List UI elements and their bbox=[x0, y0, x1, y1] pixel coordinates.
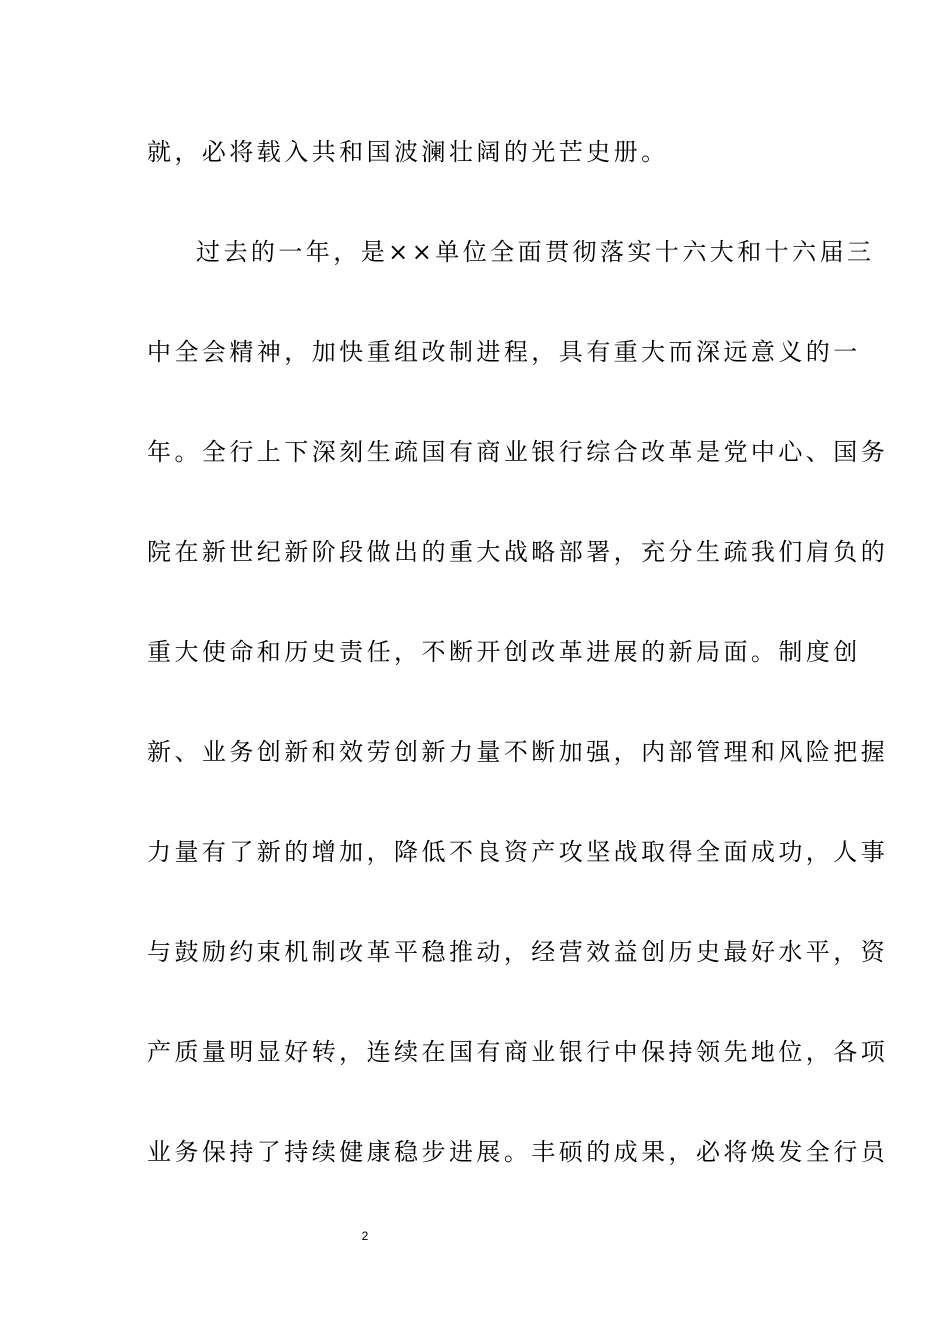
paragraph-line: 业务保持了持续健康稳步进展。丰硕的成果，必将焕发全行员 bbox=[147, 1138, 889, 1166]
continuation-line: 就，必将载入共和国波澜壮阔的光芒史册。 bbox=[147, 138, 669, 166]
paragraph-line: 院在新世纪新阶段做出的重大战略部署，充分生疏我们肩负的 bbox=[147, 538, 889, 566]
paragraph-line: 产质量明显好转，连续在国有商业银行中保持领先地位，各项 bbox=[147, 1038, 889, 1066]
paragraph-line: 重大使命和历史责任，不断开创改革进展的新局面。制度创 bbox=[147, 638, 861, 666]
paragraph-line: 年。全行上下深刻生疏国有商业银行综合改革是党中心、国务 bbox=[147, 438, 889, 466]
paragraph-line: 中全会精神，加快重组改制进程，具有重大而深远意义的一 bbox=[147, 338, 861, 366]
page-number: 2 bbox=[361, 1229, 369, 1243]
paragraph-line: 新、业务创新和效劳创新力量不断加强，内部管理和风险把握 bbox=[147, 738, 889, 766]
paragraph-line: 过去的一年，是××单位全面贯彻落实十六大和十六届三 bbox=[196, 238, 875, 266]
paragraph-line: 力量有了新的增加，降低不良资产攻坚战取得全面成功，人事 bbox=[147, 838, 889, 866]
paragraph-line: 与鼓励约束机制改革平稳推动，经营效益创历史最好水平，资 bbox=[147, 938, 889, 966]
